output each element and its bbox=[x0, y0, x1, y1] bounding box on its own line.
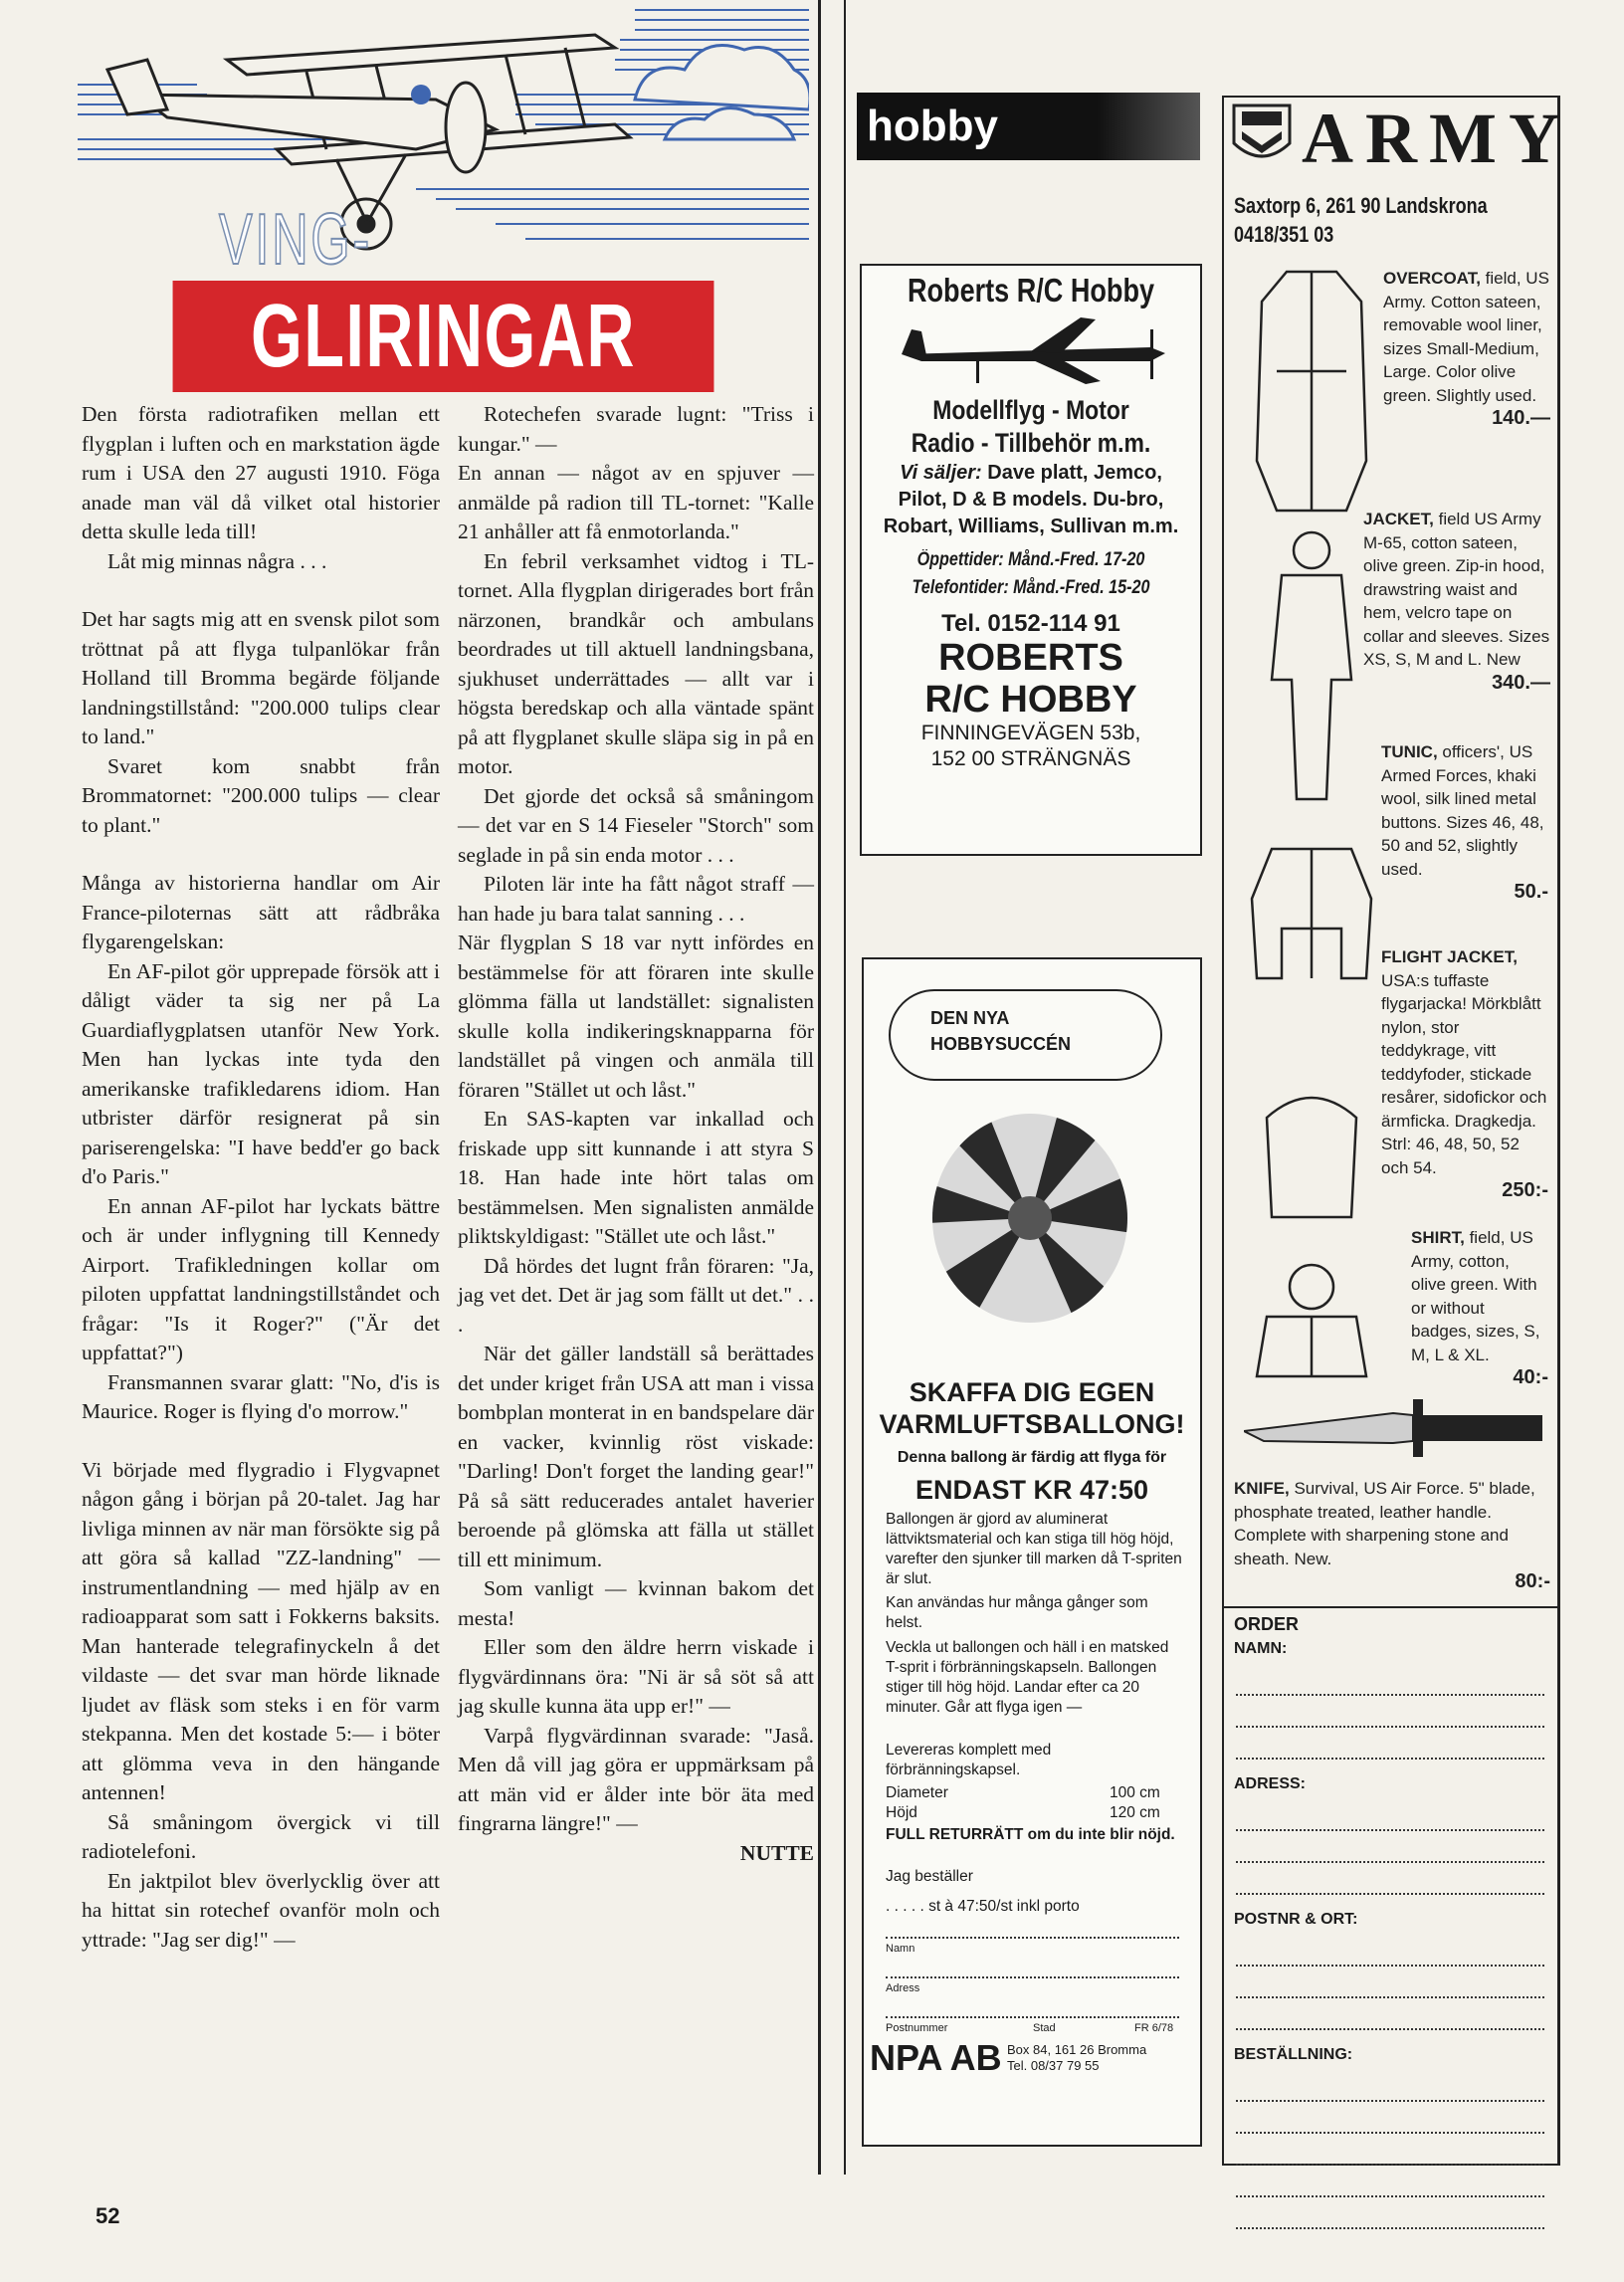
item-price: 140.— bbox=[1492, 407, 1550, 429]
page-number: 52 bbox=[96, 2203, 120, 2228]
npa-tel: Tel. 08/37 79 55 bbox=[1007, 2058, 1100, 2073]
article-paragraph: När det gäller landställ så berättades det under kriget från USA att man i vissa bombplan monterat in en bandspelare där en vacker, kvinnlig röst viskade: "Darling! Don't forget the landing gear!" På så sätt reducerades antalet haverier beroende på glömska att fälla ut stället till ett minimum. bbox=[458, 1342, 814, 1571]
item-overcoat bbox=[1383, 267, 1550, 431]
npa-contact bbox=[1007, 2042, 1146, 2074]
item-desc: field, US Army, cotton, olive green. With or without badges, sizes, S, M, L & XL. bbox=[1411, 1228, 1540, 1364]
order-name-line-2[interactable] bbox=[1236, 1726, 1544, 1728]
item-desc: field, US Army. Cotton sateen, removable wool liner, sizes Small-Medium, Large. Color olive green. Slightly used. bbox=[1383, 269, 1549, 405]
author-signature: NUTTE bbox=[739, 1840, 814, 1865]
speech-bubble bbox=[889, 989, 1162, 1081]
order-address-label: ADRESS: bbox=[1234, 1775, 1307, 1792]
army-shield-logo bbox=[1232, 104, 1292, 169]
item-desc: field US Army M-65, cotton sateen, olive green. Zip-in hood, drawstring waist and hem, velcro tape on collar and sleeves. Sizes XS, S, M and L. New bbox=[1363, 510, 1550, 669]
article-paragraph: En annan AF-pilot har lyckats bättre och är under inflygning till Kennedy Airport. Trafikledningen kollar om piloten uppfattat landningstillståndet och frågar: "Is it Roger?" ("Är det uppfattat?") bbox=[82, 1193, 440, 1364]
column-divider bbox=[844, 0, 846, 2175]
article-paragraph: Piloten lär inte ha fått något straff — han hade ju bara talat sanning . . . bbox=[458, 872, 814, 926]
item-name: JACKET, bbox=[1363, 510, 1434, 528]
order-name-line-3[interactable] bbox=[1236, 1758, 1544, 1760]
npa-stad: Stad bbox=[1033, 2022, 1056, 2034]
npa-guarantee: FULL RETURRÄTT om du inte blir nöjd. bbox=[886, 1826, 1175, 1843]
height-value: 120 cm bbox=[1110, 1804, 1160, 1821]
article-paragraph: När flygplan S 18 var nytt infördes en bestämmelse för att föraren inte skulle glömma fälla ut landstället: signalisten skulle kolla indikeringsknapparna för landstället på vingen och anmäla till föraren "Stället ut och låst." bbox=[458, 931, 814, 1102]
npa-headline-1: SKAFFA DIG EGEN bbox=[909, 1377, 1155, 1407]
item-price: 50.- bbox=[1514, 881, 1548, 903]
roberts-name-2: R/C HOBBY bbox=[924, 679, 1137, 721]
npa-para-4: Levereras komplett med förbränningskapsel. bbox=[886, 1742, 1052, 1778]
hobby-section-header: hobby bbox=[857, 93, 1200, 160]
army-surplus-ad bbox=[1222, 96, 1572, 2166]
item-name: TUNIC, bbox=[1381, 742, 1438, 761]
article-paragraph: Då hördes det lugnt från föraren: "Ja, jag vet det. Det är jag som fällt ut det." . . . bbox=[458, 1253, 814, 1337]
roberts-title: Roberts R/C Hobby bbox=[907, 272, 1155, 309]
order-items-label: BESTÄLLNING: bbox=[1234, 2046, 1353, 2063]
item-knife bbox=[1234, 1477, 1550, 1594]
item-desc: USA:s tuffaste flygarjacka! Mörkblått nylon, stor teddykrage, vitt teddyfoder, stickade resårer, sidofickor och ärmficka. Dragkedja. Strl: 46, 48, 50, 52 och 54. bbox=[1381, 970, 1547, 1177]
item-price: 80:- bbox=[1515, 1570, 1550, 1592]
item-shirt bbox=[1411, 1226, 1548, 1390]
order-postal-line-2[interactable] bbox=[1236, 1996, 1544, 1998]
article-paragraph: En annan — något av en spjuver — anmälde på radion till TL-tornet: "Kalle 21 anhåller att få enmotorlanda." bbox=[458, 461, 814, 543]
article-paragraph: Vi började med flygradio i Flygvapnet någon gång i början på 20-talet. Jag har livliga minnen av när man försökte sig på att göra så kallad "ZZ-landning" — instrumentlandning — med hjälp av en radioapparat som satt i Fokkerns baksits. Man hanterade telegrafinyckeln å det vildaste — det svar man hörde liknade ljudet av fläsk som steks i en för varm stekpanna. Men det kostade 5:— i böter att glömma veva in den hängande antennen! bbox=[82, 1457, 440, 1804]
item-name: OVERCOAT, bbox=[1383, 269, 1481, 288]
roberts-line-1: Modellflyg - Motor bbox=[932, 395, 1129, 425]
item-desc: Survival, US Air Force. 5" blade, phosphate treated, leather handle. Complete with sharpening stone and sheath. New. bbox=[1234, 1479, 1535, 1568]
item-flight-jacket bbox=[1381, 945, 1548, 1203]
bubble-line-1: DEN NYA bbox=[930, 1008, 1010, 1028]
article-paragraph: Som vanligt — kvinnan bakom det mesta! bbox=[458, 1576, 814, 1630]
item-name: KNIFE, bbox=[1234, 1479, 1290, 1498]
npa-postnummer: Postnummer bbox=[886, 2022, 948, 2034]
npa-spec-diameter bbox=[886, 1783, 1184, 1803]
order-name-line-1[interactable] bbox=[1236, 1694, 1544, 1696]
order-postal-line-1[interactable] bbox=[1236, 1965, 1544, 1967]
roberts-vendors-lead: Vi säljer: bbox=[900, 462, 982, 484]
column-divider bbox=[818, 0, 821, 2175]
army-address-line-1: Saxtorp 6, 261 90 Landskrona bbox=[1234, 193, 1488, 218]
diameter-label: Diameter bbox=[886, 1784, 948, 1801]
npa-spec-height bbox=[886, 1803, 1184, 1823]
order-title: ORDER bbox=[1234, 1614, 1300, 1634]
order-address-line-2[interactable] bbox=[1236, 1861, 1544, 1863]
npa-para-2: Kan användas hur många gånger som helst. bbox=[886, 1594, 1148, 1631]
order-items-line-5[interactable] bbox=[1236, 2227, 1544, 2229]
article-paragraph: En jaktpilot blev överlycklig över att ha hittat sin rotechef ovanför moln och yttrade: "Jag ser dig!" — bbox=[82, 1868, 440, 1952]
article-title-banner: GLIRINGAR bbox=[173, 281, 714, 392]
article-paragraph: Fransmannen svarar glatt: "No, d'is is Maurice. Roger is flying d'o morrow." bbox=[82, 1369, 440, 1423]
item-price: 340.— bbox=[1492, 671, 1550, 694]
roberts-name-1: ROBERTS bbox=[938, 637, 1123, 679]
npa-code: FR 6/78 bbox=[1134, 2022, 1174, 2034]
roberts-rc-hobby-ad bbox=[860, 264, 1202, 856]
item-desc: officers', US Armed Forces, khaki wool, silk lined metal buttons. Sizes 46, 48, 50 and 52, slightly used. bbox=[1381, 742, 1544, 879]
npa-sub: Denna ballong är färdig att flyga för bbox=[897, 1449, 1167, 1466]
order-postal-line-3[interactable] bbox=[1236, 2028, 1544, 2030]
order-postal-label: POSTNR & ORT: bbox=[1234, 1911, 1358, 1928]
diameter-value: 100 cm bbox=[1110, 1784, 1160, 1801]
order-items-line-3[interactable] bbox=[1236, 2164, 1544, 2166]
order-items-line-1[interactable] bbox=[1236, 2100, 1544, 2102]
article-paragraph: Rotechefen svarade lugnt: "Triss i kungar." — bbox=[458, 402, 814, 456]
npa-price: ENDAST KR 47:50 bbox=[914, 1475, 1149, 1505]
article-paragraph: Den första radiotrafiken mellan ett flygplan i luften och en markstation ägde rum i USA den 27 augusti 1910. Föga anade man väl då vilket otal historier detta skulle leda till! bbox=[82, 402, 440, 543]
npa-headline-2: VARMLUFTSBALLONG! bbox=[879, 1409, 1185, 1439]
order-name-label: NAMN: bbox=[1234, 1640, 1288, 1657]
roberts-hours-1: Öppettider: Månd.-Fred. 17-20 bbox=[916, 549, 1145, 570]
npa-address-caption: Adress bbox=[886, 1982, 920, 1994]
npa-order-qty: . . . . . st à 47:50/st inkl porto bbox=[886, 1898, 1080, 1915]
model-plane-icon bbox=[882, 310, 1180, 389]
knife-icon bbox=[1244, 1391, 1552, 1461]
npa-postal-caption bbox=[886, 2018, 1184, 2038]
npa-para-3: Veckla ut ballongen och häll i en matsked T-sprit i förbränningskapseln. Ballongen stiger till hög höjd. Landar efter ca 20 minuter. Går att flyga igen — bbox=[886, 1639, 1169, 1716]
article-paragraph: Det har sagts mig att en svensk pilot som tröttnat på att flyga tulpanlökar från Holland till Bromma begärde följande landningstillstånd: "200.000 tulips clear to land." bbox=[82, 607, 440, 748]
article-paragraph: Många av historierna handlar om Air France-piloternas sätt att rådbråka flygarengelskan: bbox=[82, 871, 440, 953]
article-paragraph: Det gjorde det också så småningom — det var en S 14 Fieseler "Storch" som seglade in på sin enda motor . . . bbox=[458, 783, 814, 867]
roberts-vendors: Dave platt, Jemco, Pilot, D & B models. Du-bro, Robart, Williams, Sullivan m.m. bbox=[883, 462, 1179, 537]
npa-name-caption: Namn bbox=[886, 1943, 915, 1955]
army-title: ARMY bbox=[1302, 99, 1572, 178]
npa-company: NPA AB bbox=[870, 2037, 1002, 2078]
roberts-city: 152 00 STRÄNGNÄS bbox=[930, 747, 1131, 770]
order-items-line-2[interactable] bbox=[1236, 2132, 1544, 2134]
bubble-line-2: HOBBYSUCCÉN bbox=[930, 1034, 1072, 1054]
article-paragraph: En SAS-kapten var inkallad och friskade upp sitt kunnande i att styra S 18. Han hade inte hört talas om bestämmelsen. Men signalisten anmälde pliktskyldigast: "Stället ute och låst." bbox=[458, 1107, 814, 1248]
item-name: SHIRT, bbox=[1411, 1228, 1465, 1247]
item-price: 250:- bbox=[1502, 1179, 1548, 1201]
article-paragraph: Varpå flygvärdinnan svarade: "Jaså. Men då vill jag göra er uppmärksam på att män vid er ålder inte bör äta med fingrarna längre!" — bbox=[458, 1723, 814, 1835]
army-address bbox=[1234, 191, 1488, 249]
article-column-2 bbox=[458, 400, 814, 1868]
army-address-line-2: 0418/351 03 bbox=[1234, 222, 1334, 247]
order-address-line-3[interactable] bbox=[1236, 1893, 1544, 1895]
npa-balloon-ad bbox=[862, 957, 1202, 2147]
hot-air-balloon-photo bbox=[928, 1114, 1132, 1328]
order-divider bbox=[1224, 1606, 1558, 1608]
item-jacket bbox=[1363, 508, 1550, 695]
roberts-hours-2: Telefontider: Månd.-Fred. 15-20 bbox=[912, 577, 1150, 598]
article-column-1 bbox=[82, 400, 440, 1955]
height-label: Höjd bbox=[886, 1804, 917, 1821]
item-name: FLIGHT JACKET, bbox=[1381, 947, 1518, 966]
article-paragraph: Eller som den äldre herrn viskade i flygvärdinnans öra: "Ni är så söt så att jag skulle kunna äta upp er!" — bbox=[458, 1635, 814, 1718]
roberts-line-2: Radio - Tillbehör m.m. bbox=[911, 428, 1151, 458]
npa-order-label: Jag beställer bbox=[886, 1868, 973, 1885]
article-paragraph: En febril verksamhet vidtog i TL-tornet. Alla flygplan dirigerades bort från närzonen, brandkår och ambulans beordrades ut till aktuell landningsbana, sjukhuset underrättades — allt var i högsta beredskap och alla väntade spänt på att flygplanet skulle släpa sig in på en motor. bbox=[458, 548, 814, 778]
title-line-1: VING- bbox=[219, 200, 373, 280]
order-address-line-1[interactable] bbox=[1236, 1829, 1544, 1831]
biplane-illustration bbox=[78, 0, 809, 264]
npa-box: Box 84, 161 26 Bromma bbox=[1007, 2042, 1147, 2057]
order-items-line-4[interactable] bbox=[1236, 2195, 1544, 2197]
article-paragraph: Så småningom övergick vi till radiotelefoni. bbox=[82, 1809, 440, 1863]
item-price: 40:- bbox=[1513, 1366, 1548, 1388]
roberts-phone: Tel. 0152-114 91 bbox=[941, 610, 1120, 637]
npa-para-1: Ballongen är gjord av aluminerat lättviktsmaterial och kan stiga till hög höjd, varefter den sjunker till marken då T-spriten är slut. bbox=[886, 1511, 1182, 1587]
item-tunic bbox=[1381, 740, 1548, 905]
roberts-street: FINNINGEVÄGEN 53b, bbox=[920, 722, 1141, 744]
article-paragraph: Låt mig minnas några . . . bbox=[107, 548, 327, 573]
article-paragraph: Svaret kom snabbt från Brommatornet: "200.000 tulips — clear to plant." bbox=[82, 753, 440, 837]
article-paragraph: En AF-pilot gör upprepade försök att i dåligt väder ta sig ner på La Guardiaflygplatsen utanför New York. Men han lyckas inte tyda den amerikanske trafikledarens idiom. Han utbrister därför resignerat på sin pariserengelska: "I have bedd'er go back d'o Paris." bbox=[82, 958, 440, 1188]
